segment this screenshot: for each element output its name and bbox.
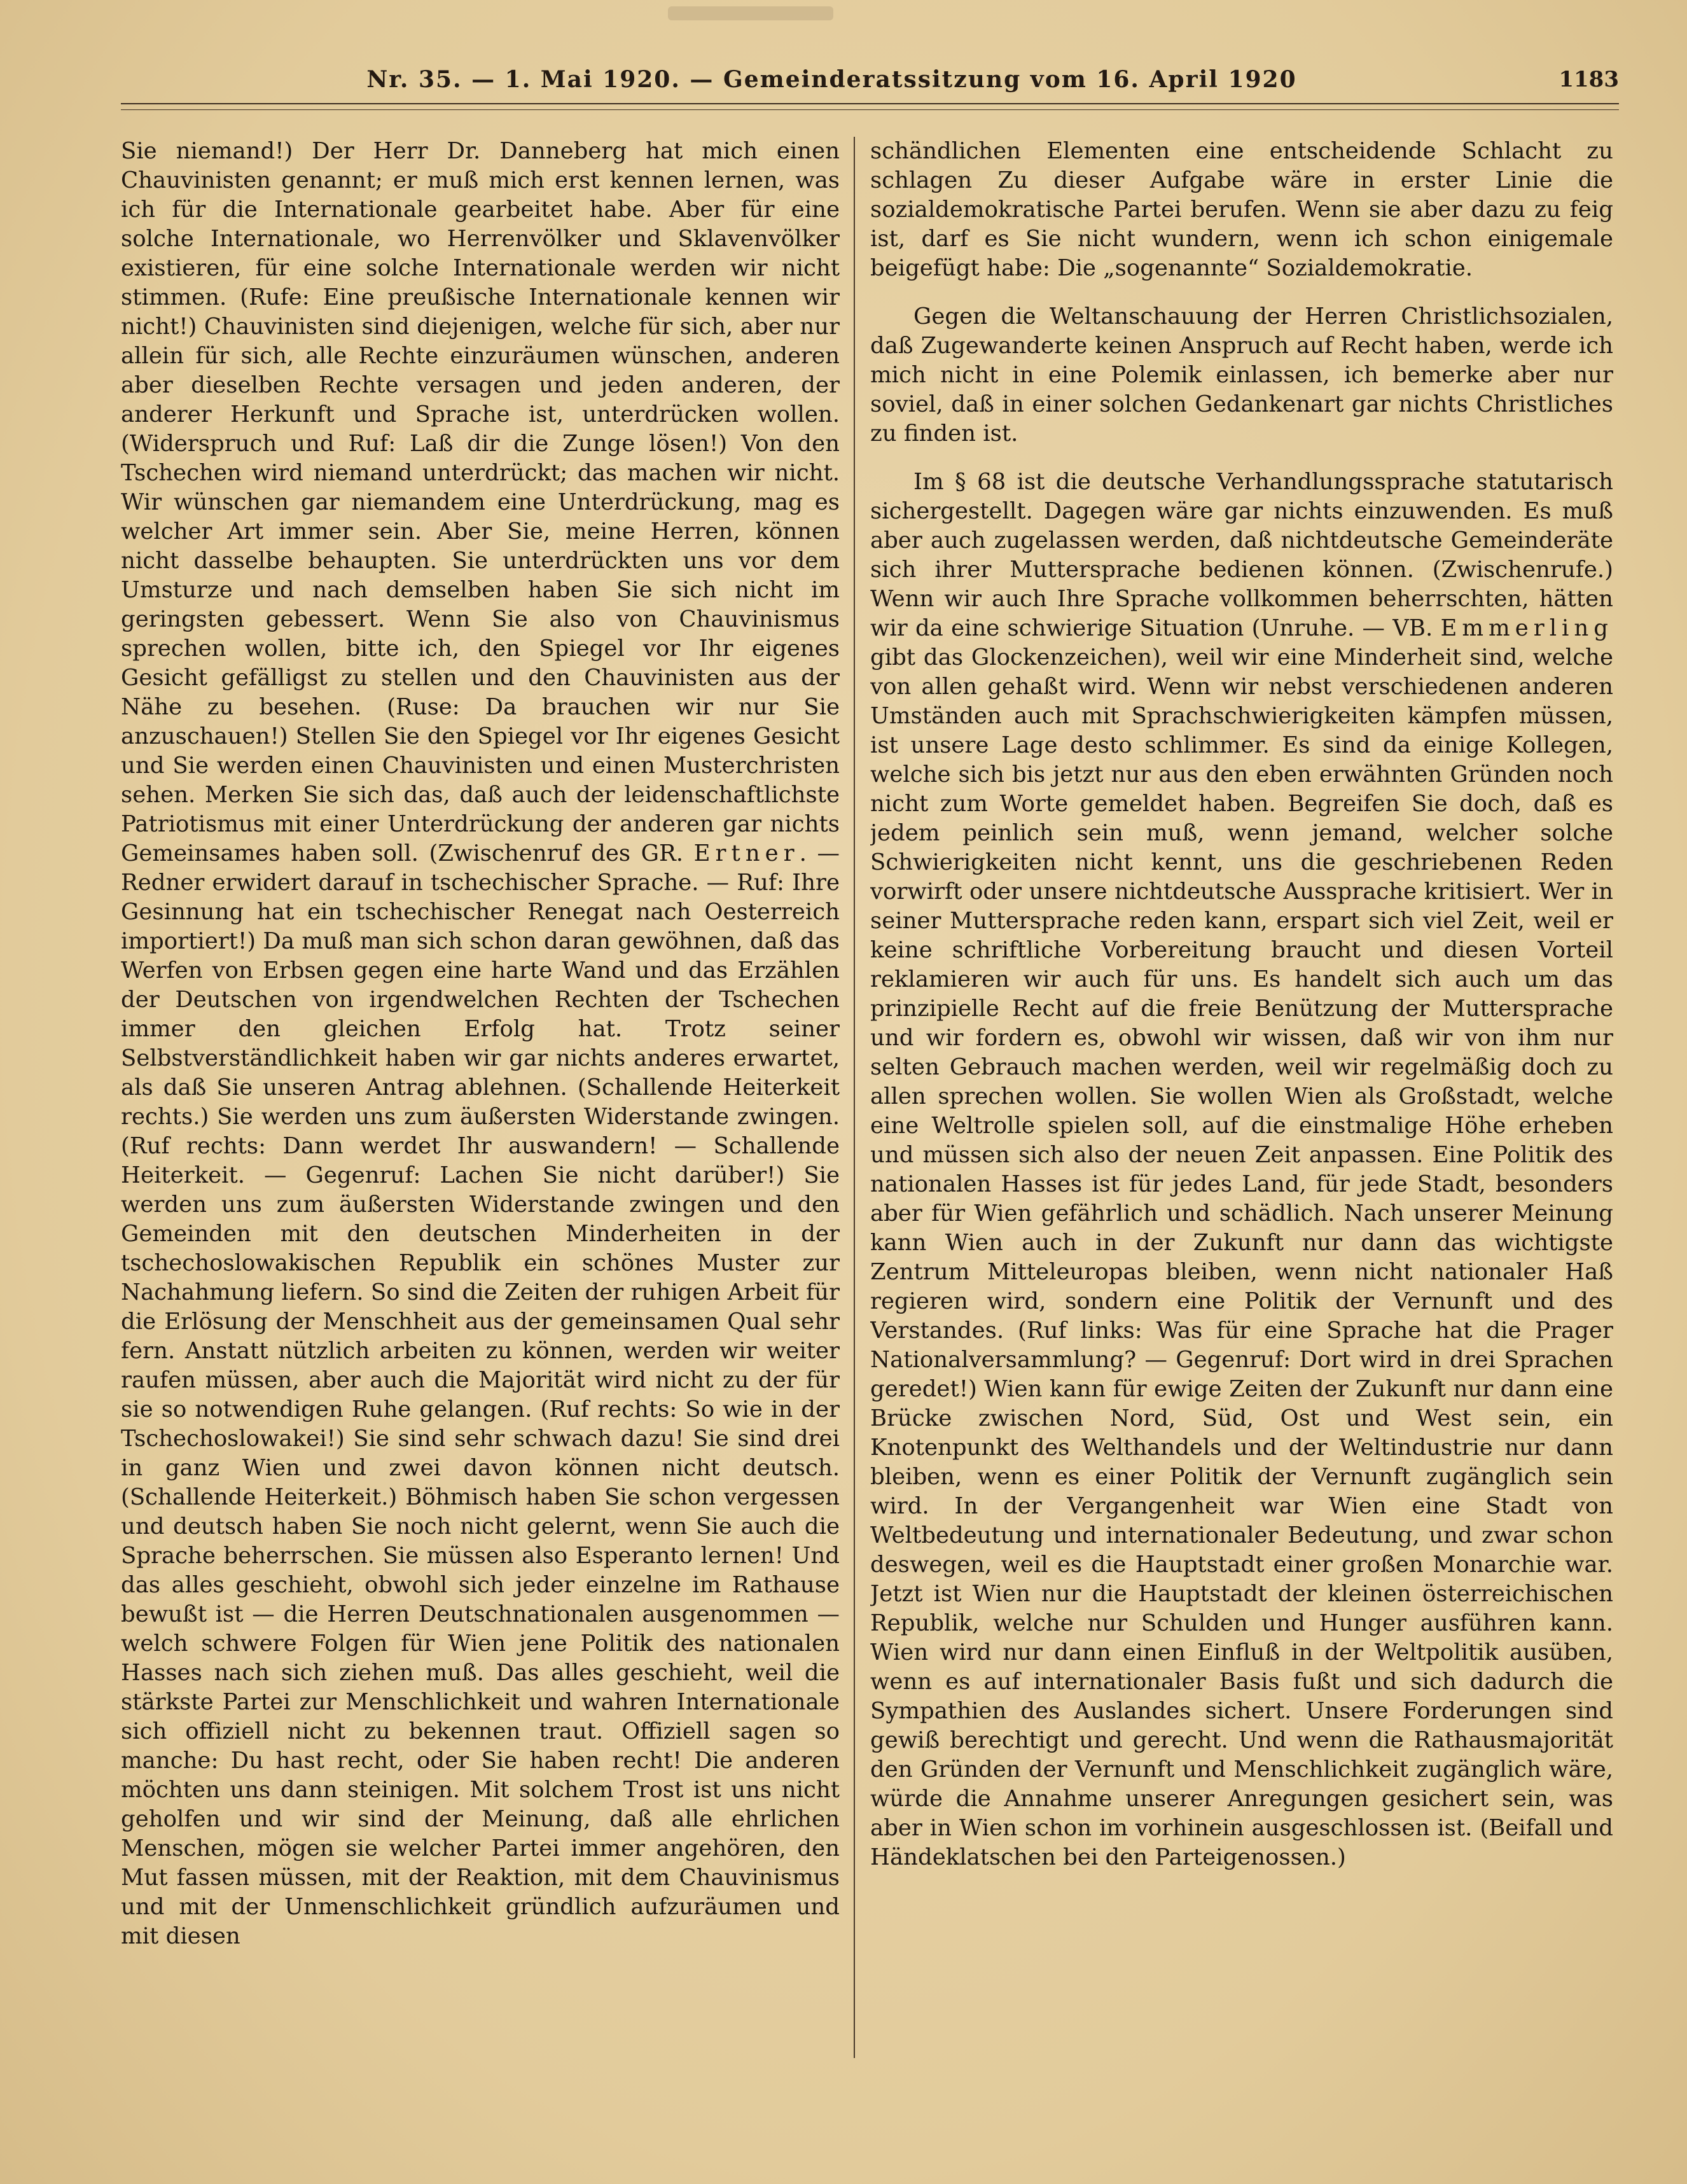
paragraph xyxy=(870,468,1613,1872)
text-run: Im § 68 ist die deutsche Verhandlungssprache statutarisch sichergestellt. Dagegen wäre gar nichts einzuwenden. Es muß aber auch zugelassen werden, daß nichtdeutsche Gemeinderäte sich ihrer Muttersprache bedienen können. (Zwischenrufe.) Wenn wir auch Ihre Sprache vollkommen beherrschten, hätten wir da eine schwierige Situation (Unruhe. — VB. xyxy=(870,469,1613,641)
text-run: . — Redner erwidert darauf in tschechischer Sprache. — Ruf: Ihre Gesinnung hat ein tschechischer Renegat nach Oesterreich importiert!) Da muß man sich schon daran gewöhnen, daß das Werfen von Erbsen gegen eine harte Wand und das Erzählen der Deutschen von irgendwelchen Rechten der Tschechen immer den gleichen Erfolg hat. Trotz seiner Selbstverständlichkeit haben wir gar nichts anderes erwartet, als daß Sie unseren Antrag ablehnen. (Schallende Heiterkeit rechts.) Sie werden uns zum äußersten Widerstande zwingen. (Ruf rechts: Dann werdet Ihr auswandern! — Schallende Heiterkeit. — Gegenruf: Lachen Sie nicht darüber!) Sie werden uns zum äußersten Widerstande zwingen und den Gemeinden mit den deutschen Minderheiten in der tschechoslowakischen Republik ein schönes Muster zur Nachahmung liefern. So sind die Zeiten der ruhigen Arbeit für die Erlösung der Menschheit aus der gemeinsamen Qual sehr fern. Anstatt nützlich arbeiten zu können, werden wir weiter raufen müssen, aber auch die Majorität wird nicht zu der für sie so notwendigen Ruhe gelangen. (Ruf rechts: So wie in der Tschechoslowakei!) Sie sind sehr schwach dazu! Sie sind drei in ganz Wien und zwei davon können nicht deutsch. (Schallende Heiterkeit.) Böhmisch haben Sie schon vergessen und deutsch haben Sie noch nicht gelernt, wenn Sie auch die Sprache beherrschen. Sie müssen also Esperanto lernen! Und das alles geschieht, obwohl sich jeder einzelne im Rathause bewußt ist — die Herren Deutschnationalen ausgenommen — welch schwere Folgen für Wien jene Politik des nationalen Hasses nach sich ziehen muß. Das alles geschieht, weil die stärkste Partei zur Menschlichkeit und wahren Internationale sich offiziell nicht zu bekennen traut. Offiziell sagen so manche: Du hast recht, oder Sie haben recht! Die anderen möchten uns dann steinigen. Mit solchem Trost ist uns nicht geholfen und wir sind der Meinung, daß alle ehrlichen Menschen, mögen sie welcher Partei immer angehören, den Mut fassen müssen, mit der Reaktion, mit dem Chauvinismus und mit der Unmenschlichkeit gründlich aufzuräumen und mit diesen xyxy=(121,840,840,1949)
header-rule xyxy=(121,103,1619,110)
paragraph: Gegen die Weltanschauung der Herren Christlichsozialen, daß Zugewanderte keinen Anspruch auf Recht haben, werde ich mich nicht in eine Polemik einlassen, ich bemerke aber nur soviel, daß in einer solchen Gedankenart gar nichts Christliches zu finden ist. xyxy=(870,303,1613,447)
right-column xyxy=(870,137,1613,2064)
text-run: gibt das Glockenzeichen), weil wir eine Minderheit sind, welche von allen gehaßt wird. Wenn wir nebst verschiedenen anderen Umständen auch mit Sprachschwierigkeiten kämpfen müssen, ist unsere Lage desto schlimmer. Es sind da einige Kollegen, welche sich bis jetzt nur aus den eben erwähnten Gründen noch nicht zum Worte gemeldet haben. Begreifen Sie doch, daß es jedem peinlich sein muß, wenn jemand, welcher solche Schwierigkeiten nicht kennt, uns die geschriebenen Reden vorwirft oder unsere nichtdeutsche Aussprache kritisiert. Wer in seiner Muttersprache reden kann, erspart sich viel Zeit, weil er keine schriftliche Vorbereitung braucht und diesen Vorteil reklamieren wir auch für uns. Es handelt sich auch um das prinzipielle Recht auf die freie Benützung der Muttersprache und wir fordern es, obwohl wir wissen, daß wir von ihm nur selten Gebrauch machen werden, weil wir regelmäßig doch zu allen sprechen wollen. Sie wollen Wien als Großstadt, welche eine Weltrolle spielen soll, auf die einstmalige Höhe erheben und müssen sich also der neuen Zeit anpassen. Eine Politik des nationalen Hasses ist für jedes Land, für jede Stadt, besonders aber für Wien gefährlich und schädlich. Nach unserer Meinung kann Wien auch in der Zukunft nur dann das wichtigste Zentrum Mitteleuropas bleiben, wenn nicht nationaler Haß regieren wird, sondern eine Politik der Vernunft und des Verstandes. (Ruf links: Was für eine Sprache hat die Prager Nationalversammlung? — Gegenruf: Dort wird in drei Sprachen geredet!) Wien kann für ewige Zeiten der Zukunft nur dann eine Brücke zwischen Nord, Süd, Ost und West sein, ein Knotenpunkt des Welthandels und der Weltindustrie nur dann bleiben, wenn es einer Politik der Vernunft zugänglich sein wird. In der Vergangenheit war Wien eine Stadt von Weltbedeutung und internationaler Bedeutung, und zwar schon deswegen, weil es die Hauptstadt einer großen Monarchie war. Jetzt ist Wien nur die Hauptstadt der kleinen österreichischen Republik, welche nur Schulden und Hunger ausführen kann. Wien wird nur dann einen Einfluß in der Weltpolitik ausüben, wenn es auf internationaler Basis fußt und sich dadurch die Sympathien des Auslandes sichert. Unsere Forderungen sind gewiß berechtigt und gerecht. Und wenn die Rathausmajorität den Gründen der Vernunft und Menschlichkeit zugänglich wäre, würde die Annahme unserer Anregungen gesichert sein, was aber in Wien schon im vorhinein ausgeschlossen ist. (Beifall und Händeklatschen bei den Parteigenossen.) xyxy=(870,644,1613,1870)
speaker-name: Emmerling xyxy=(1440,615,1613,641)
speaker-name: Ertner xyxy=(693,840,800,866)
paragraph xyxy=(121,137,840,1951)
page-number: 1183 xyxy=(1559,67,1619,92)
left-column xyxy=(121,137,840,2064)
page-header xyxy=(121,60,1619,99)
header-title: Nr. 35. — 1. Mai 1920. — Gemeinderatssitzung vom 16. April 1920 xyxy=(366,66,1297,93)
column-divider xyxy=(854,137,855,2058)
text-run: Sie niemand!) Der Herr Dr. Danneberg hat mich einen Chauvinisten genannt; er muß mich erst kennen lernen, was ich für die Internationale gearbeitet habe. Aber für eine solche Internationale, wo Herrenvölker und Sklavenvölker existieren, für eine solche Internationale werden wir nicht stimmen. (Rufe: Eine preußische Internationale kennen wir nicht!) Chauvinisten sind diejenigen, welche für sich, aber nur allein für sich, alle Rechte einzuräumen wünschen, anderen aber dieselben Rechte versagen und jeden anderen, der anderer Herkunft und Sprache ist, unterdrücken wollen. (Widerspruch und Ruf: Laß dir die Zunge lösen!) Von den Tschechen wird niemand unterdrückt; das machen wir nicht. Wir wünschen gar niemandem eine Unterdrückung, mag es welcher Art immer sein. Aber Sie, meine Herren, können nicht dasselbe behaupten. Sie unterdrückten uns vor dem Umsturze und nach demselben haben Sie sich nicht im geringsten gebessert. Wenn Sie also von Chauvinismus sprechen wollen, bitte ich, den Spiegel vor Ihr eigenes Gesicht gefälligst zu stellen und den Chauvinisten aus der Nähe zu besehen. (Ruse: Da brauchen wir nur Sie anzuschauen!) Stellen Sie den Spiegel vor Ihr eigenes Gesicht und Sie werden einen Chauvinisten und einen Musterchristen sehen. Merken Sie sich das, daß auch der leidenschaftlichste Patriotismus mit einer Unterdrückung der anderen gar nichts Gemeinsames haben soll. (Zwischenruf des GR. xyxy=(121,138,840,866)
print-smudge xyxy=(668,6,833,20)
paragraph: schändlichen Elementen eine entscheidende Schlacht zu schlagen Zu dieser Aufgabe wäre in erster Linie die sozialdemokratische Partei berufen. Wenn sie aber dazu zu feig ist, darf es Sie nicht wundern, wenn ich schon einigemale beigefügt habe: Die „sogenannte“ Sozialdemokratie. xyxy=(870,138,1613,281)
